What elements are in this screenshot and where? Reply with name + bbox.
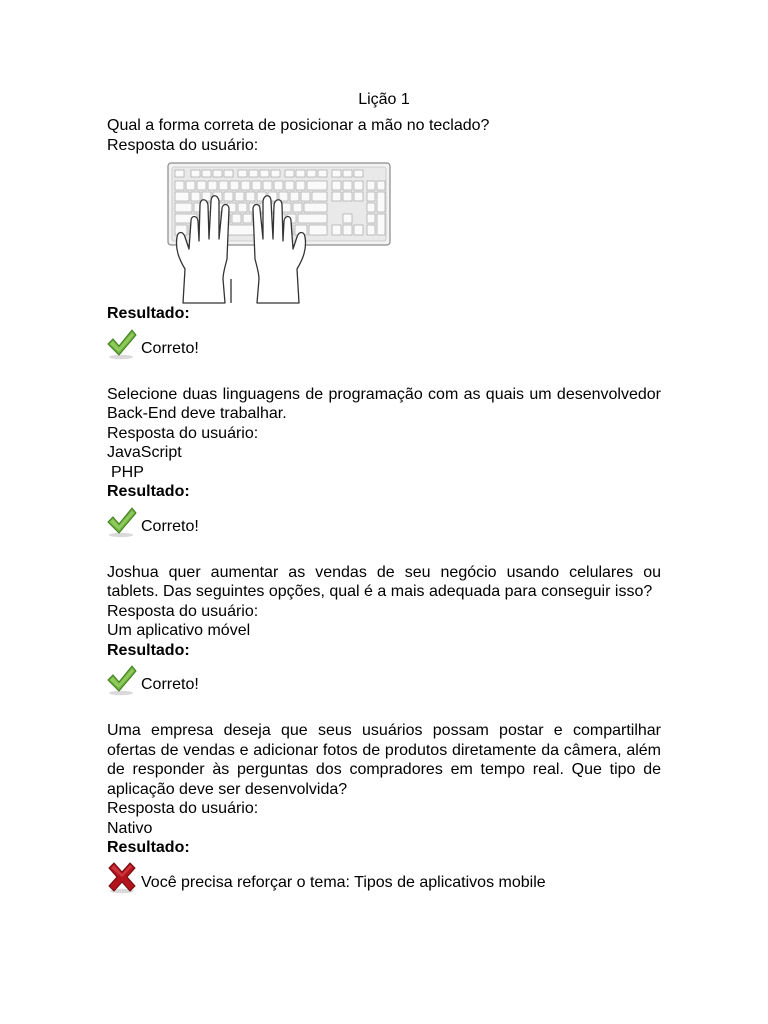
user-answer-label: Resposta do usuário: xyxy=(107,800,259,817)
check-icon xyxy=(107,328,137,360)
result-message: Você precisa reforçar o tema: Tipos de aplicativos mobile xyxy=(141,873,546,891)
check-icon xyxy=(107,664,137,696)
result-row xyxy=(107,502,661,538)
result-message: Correto! xyxy=(141,676,199,693)
result-row xyxy=(107,858,661,894)
question-block-3 xyxy=(107,563,661,697)
result-row xyxy=(107,660,661,696)
user-answer-label: Resposta do usuário: xyxy=(107,136,259,154)
result-message: Correto! xyxy=(141,339,199,357)
lesson-page xyxy=(107,90,661,894)
user-answer-label: Resposta do usuário: xyxy=(107,602,259,620)
lesson-title: Lição 1 xyxy=(358,91,410,108)
question-text: Joshua quer aumentar as vendas de seu negócio usando celulares ou tablets. Das seguintes opções, qual é a mais adequada para conseguir isso? xyxy=(107,563,661,600)
result-label: Resultado: xyxy=(107,483,190,500)
question-block-1 xyxy=(107,116,661,360)
result-label: Resultado: xyxy=(107,839,190,856)
check-icon xyxy=(107,506,137,538)
user-answer: Nativo xyxy=(107,819,153,837)
question-block-4 xyxy=(107,721,661,894)
user-answer: JavaScript xyxy=(107,444,182,461)
cross-icon xyxy=(107,862,137,894)
question-text: Uma empresa deseja que seus usuários possam postar e compartilhar ofertas de vendas e adicionar fotos de produtos diretamente da câmera, além de responder às perguntas dos compradores em tempo real. Que tipo de aplicação deve ser desenvolvida? xyxy=(107,722,661,798)
keyboard-hands-image xyxy=(167,161,392,304)
question-text: Selecione duas linguagens de programação com as quais um desenvolvedor Back-End deve trabalhar. xyxy=(107,385,661,422)
result-message: Correto! xyxy=(141,517,199,535)
user-answer: PHP xyxy=(111,463,144,481)
question-text: Qual a forma correta de posicionar a mão no teclado? xyxy=(107,117,490,134)
user-answer: Um aplicativo móvel xyxy=(107,622,251,639)
question-block-2 xyxy=(107,385,661,538)
result-row xyxy=(107,324,661,360)
result-label: Resultado: xyxy=(107,641,190,659)
user-answer-label: Resposta do usuário: xyxy=(107,424,259,442)
result-label: Resultado: xyxy=(107,305,190,322)
